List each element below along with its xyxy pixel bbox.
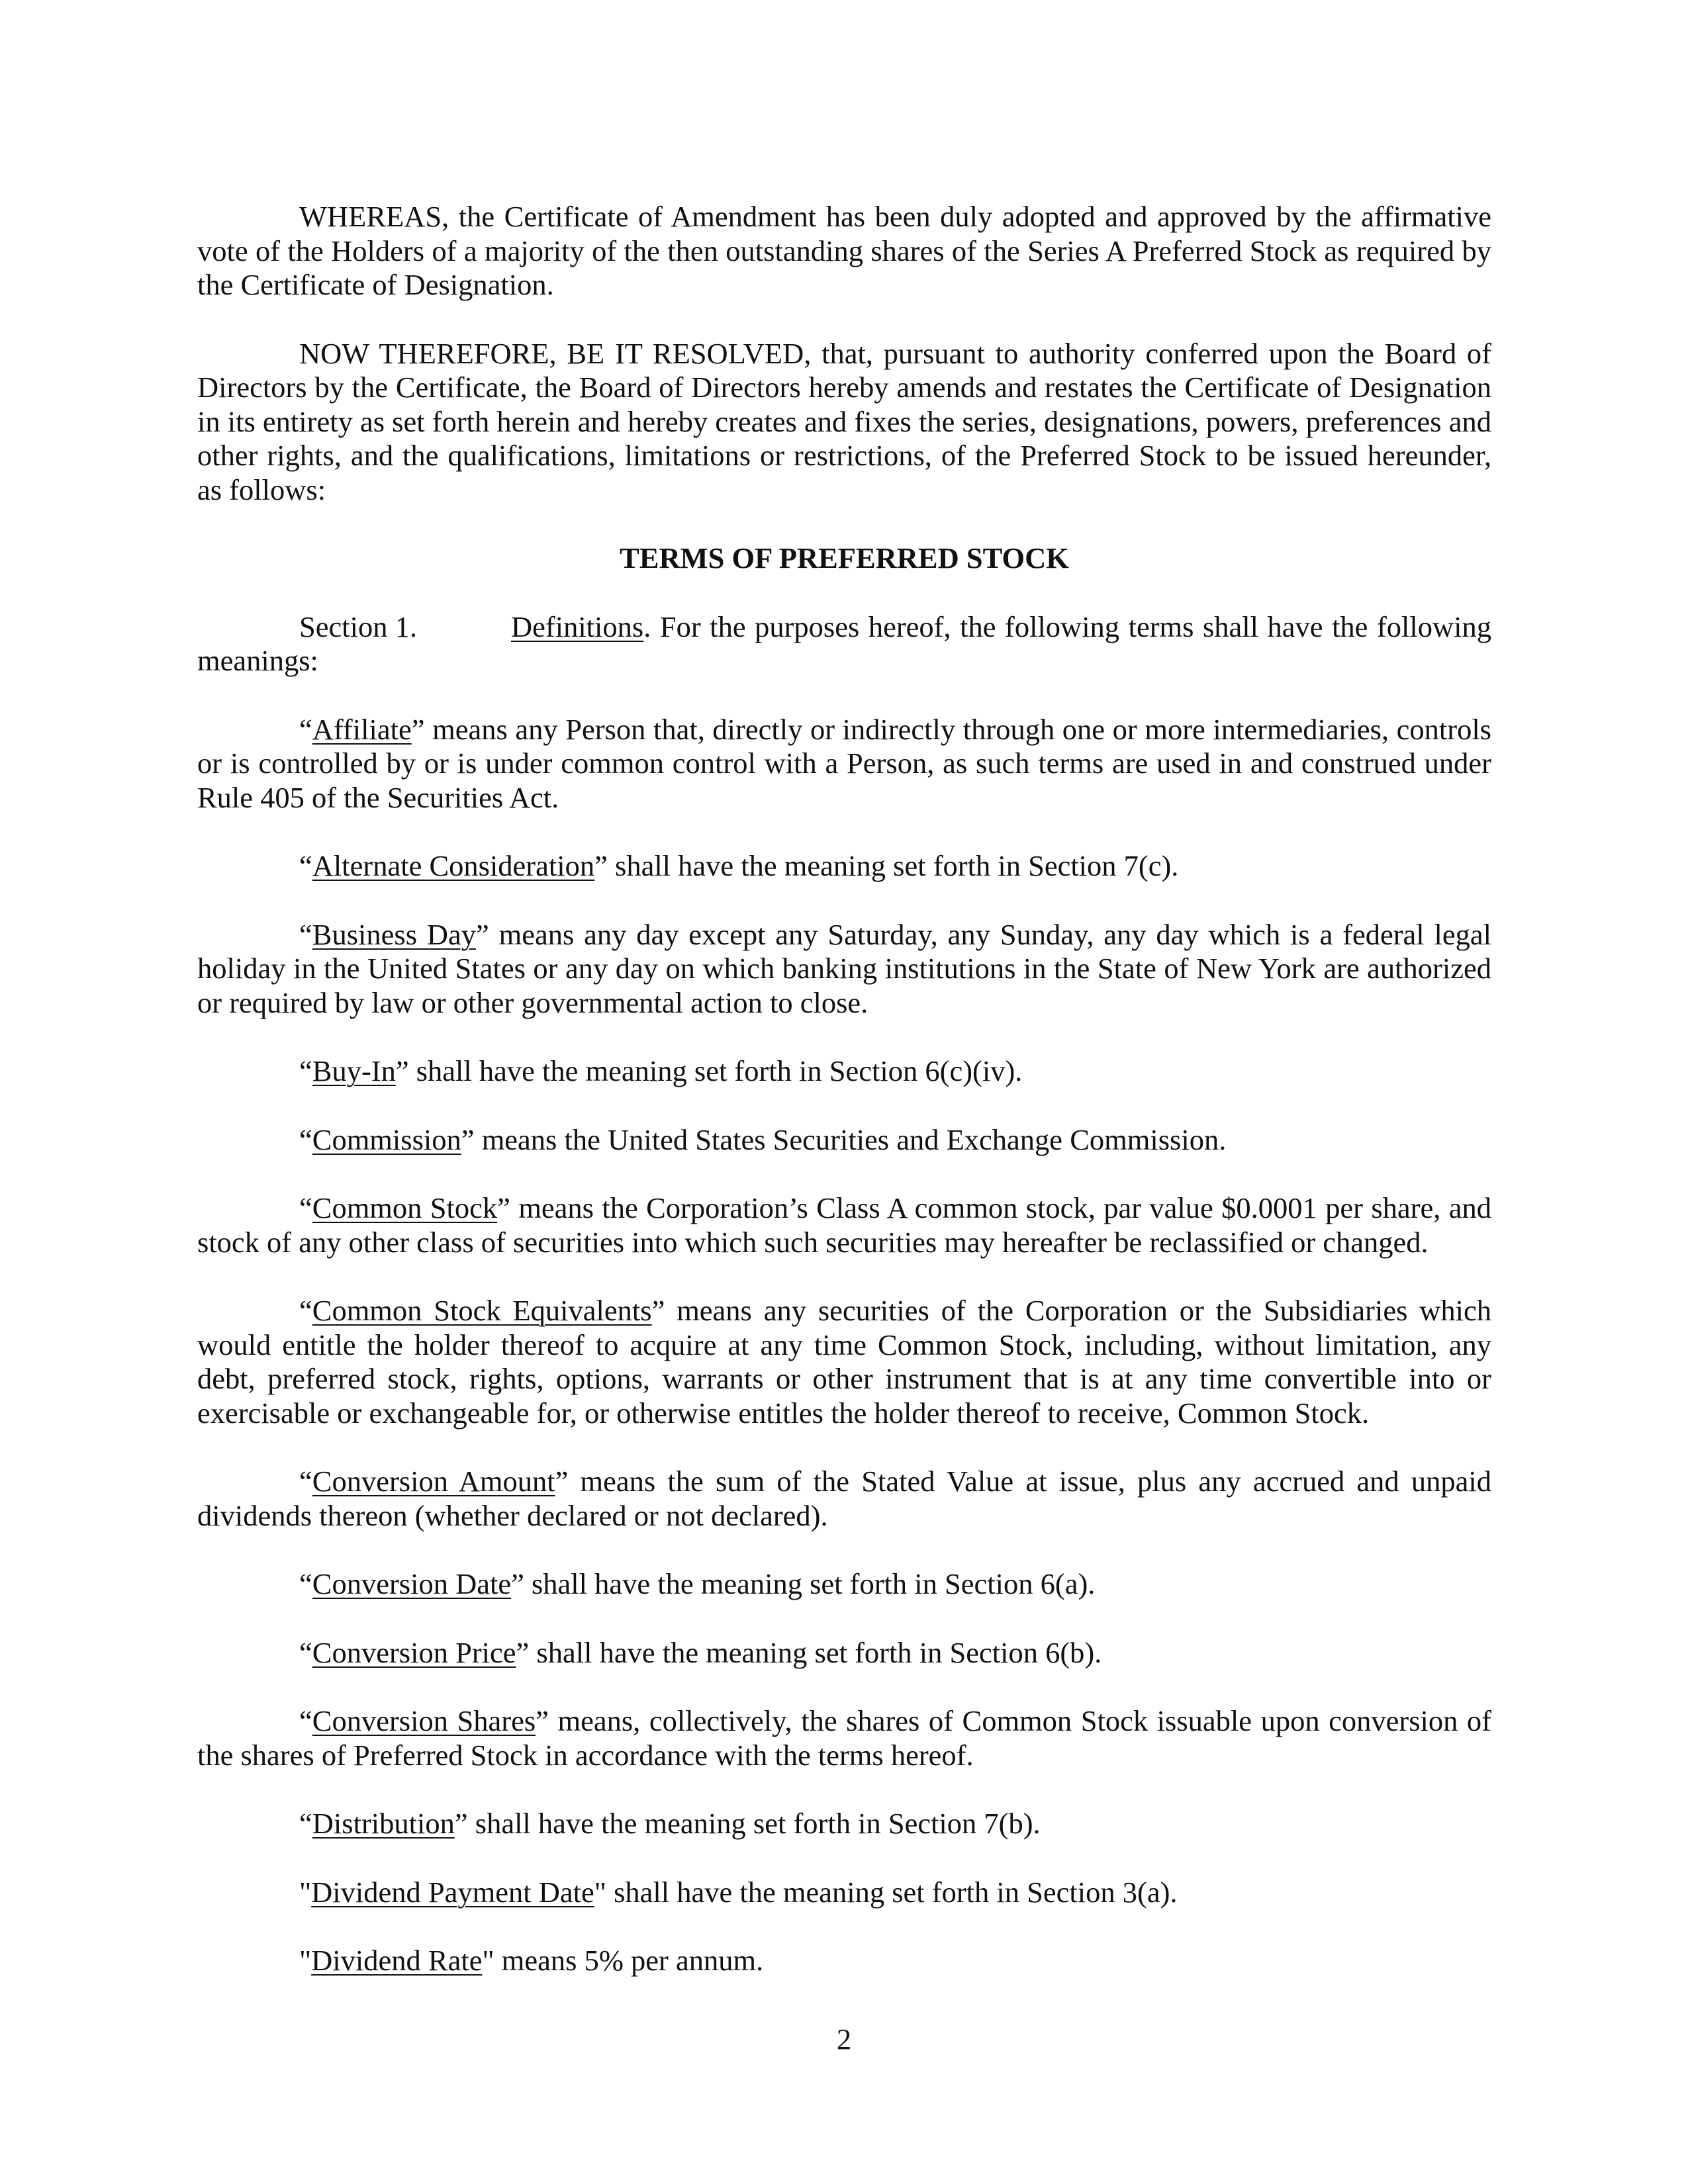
- defined-term: Distribution: [312, 1807, 455, 1840]
- definition-paragraph: [197, 1704, 1491, 1772]
- close-quote: ”: [411, 712, 425, 746]
- close-quote: ”: [497, 1191, 510, 1224]
- definition-paragraph: [197, 849, 1491, 884]
- open-quote: ": [299, 1875, 312, 1909]
- now-therefore-paragraph: NOW THEREFORE, BE IT RESOLVED, that, pursuant to authority conferred upon the Board of Directors by the Certificate, the Board of Directors hereby amends and restates the Certificate of Designation in its entirety as set forth herein and hereby creates and fixes the series, designations, powers, preferences and other rights, and the qualifications, limitations or restrictions, of the Preferred Stock to be issued hereunder, as follows:: [197, 336, 1491, 506]
- definition-paragraph: [197, 1944, 1491, 1978]
- close-quote: ”: [651, 1294, 665, 1327]
- definition-text: shall have the meaning set forth in Section 6(b).: [529, 1635, 1102, 1669]
- definition-text: shall have the meaning set forth in Section 6(c)(iv).: [408, 1054, 1023, 1087]
- close-quote: ”: [594, 849, 608, 882]
- definition-paragraph: [197, 1876, 1491, 1910]
- defined-term: Buy-In: [312, 1054, 396, 1087]
- open-quote: “: [299, 849, 312, 882]
- definition-text: shall have the meaning set forth in Section 6(a).: [524, 1567, 1096, 1600]
- defined-term: Common Stock: [312, 1191, 498, 1224]
- open-quote: “: [299, 1122, 312, 1156]
- definition-paragraph: [197, 1054, 1491, 1089]
- whereas-paragraph: WHEREAS, the Certificate of Amendment has been duly adopted and approved by the affirmative vote of the Holders of a majority of the then outstanding shares of the Series A Preferred Stock as required by the Certificate of Designation.: [197, 200, 1491, 301]
- defined-term: Alternate Consideration: [312, 849, 595, 882]
- defined-term: Dividend Payment Date: [311, 1875, 594, 1909]
- defined-term: Conversion Amount: [312, 1465, 555, 1498]
- definition-paragraph: [197, 1123, 1491, 1158]
- definition-paragraph: [197, 1567, 1491, 1602]
- defined-term: Commission: [312, 1122, 461, 1156]
- definition-paragraph: [197, 1807, 1491, 1841]
- definition-text: means any Person that, directly or indirectly through one or more intermediaries, controls or is controlled by or is under common control with a Person, as such terms are used in and construed under Rule 405 of the Securities Act.: [197, 712, 1491, 814]
- definition-text: means any securities of the Corporation or the Subsidiaries which would entitle the holder thereof to acquire at any time Common Stock, including, without limitation, any debt, preferred stock, rights, options, warrants or other instrument that is at any time convertible into or exercisable or exchangeable for, or otherwise entitles the holder thereof to receive, Common Stock.: [197, 1294, 1491, 1430]
- definition-text: means the United States Securities and Exchange Commission.: [474, 1122, 1227, 1156]
- close-quote: ": [594, 1875, 606, 1909]
- open-quote: “: [299, 917, 312, 951]
- definition-text: shall have the meaning set forth in Section 3(a).: [606, 1875, 1178, 1909]
- definition-text: means the sum of the Stated Value at issue, plus any accrued and unpaid dividends thereon (whether declared or not declared).: [197, 1465, 1491, 1532]
- open-quote: “: [299, 1054, 312, 1087]
- defined-term: Dividend Rate: [311, 1944, 483, 1977]
- open-quote: “: [299, 1191, 312, 1224]
- open-quote: “: [299, 1294, 312, 1327]
- definition-text: shall have the meaning set forth in Section 7(b).: [467, 1807, 1041, 1840]
- definition-paragraph: [197, 918, 1491, 1021]
- definition-text: means 5% per annum.: [494, 1944, 764, 1977]
- defined-term: Business Day: [312, 917, 476, 951]
- definition-text: shall have the meaning set forth in Section 7(c).: [607, 849, 1179, 882]
- defined-term: Conversion Price: [312, 1635, 516, 1669]
- definition-text: means the Corporation’s Class A common stock, par value $0.0001 per share, and stock of any other class of securities into which such securities may hereafter be reclassified or changed.: [197, 1191, 1491, 1259]
- page-number: 2: [836, 2023, 852, 2056]
- open-quote: “: [299, 1807, 312, 1840]
- definition-paragraph: [197, 1294, 1491, 1430]
- definition-text: means any day except any Saturday, any Sunday, any day which is a federal legal holiday in the United States or any day on which banking institutions in the State of New York are authorized or required by law or other governmental action to close.: [197, 917, 1491, 1019]
- close-quote: ”: [454, 1807, 468, 1840]
- open-quote: “: [299, 1704, 312, 1737]
- open-quote: “: [299, 1567, 312, 1600]
- close-quote: ”: [476, 917, 489, 951]
- definition-paragraph: [197, 1191, 1491, 1259]
- close-quote: ”: [395, 1054, 409, 1087]
- open-quote: ": [299, 1944, 312, 1977]
- terms-heading: TERMS OF PREFERRED STOCK: [620, 541, 1069, 574]
- section-text: . For the purposes hereof, the following terms shall have the following meanings:: [197, 610, 1491, 677]
- section-number: Section 1.: [299, 610, 417, 643]
- section-title: Definitions: [511, 610, 644, 643]
- close-quote: ”: [461, 1122, 475, 1156]
- section-1-paragraph: [197, 610, 1491, 678]
- close-quote: ": [482, 1944, 494, 1977]
- open-quote: “: [299, 712, 312, 746]
- document-body: [197, 200, 1491, 1978]
- definition-paragraph: [197, 1636, 1491, 1670]
- definition-paragraph: [197, 713, 1491, 815]
- defined-term: Conversion Date: [312, 1567, 512, 1600]
- close-quote: ”: [536, 1704, 549, 1737]
- defined-term: Conversion Shares: [312, 1704, 536, 1737]
- close-quote: ”: [516, 1635, 530, 1669]
- open-quote: “: [299, 1635, 312, 1669]
- close-quote: ”: [555, 1465, 569, 1498]
- defined-term: Common Stock Equivalents: [312, 1294, 652, 1327]
- definition-paragraph: [197, 1465, 1491, 1533]
- open-quote: “: [299, 1465, 312, 1498]
- definitions-list: [197, 713, 1491, 1978]
- close-quote: ”: [511, 1567, 524, 1600]
- defined-term: Affiliate: [312, 712, 412, 746]
- definition-text: means, collectively, the shares of Common Stock issuable upon conversion of the shares of Preferred Stock in accordance with the terms hereof.: [197, 1704, 1492, 1772]
